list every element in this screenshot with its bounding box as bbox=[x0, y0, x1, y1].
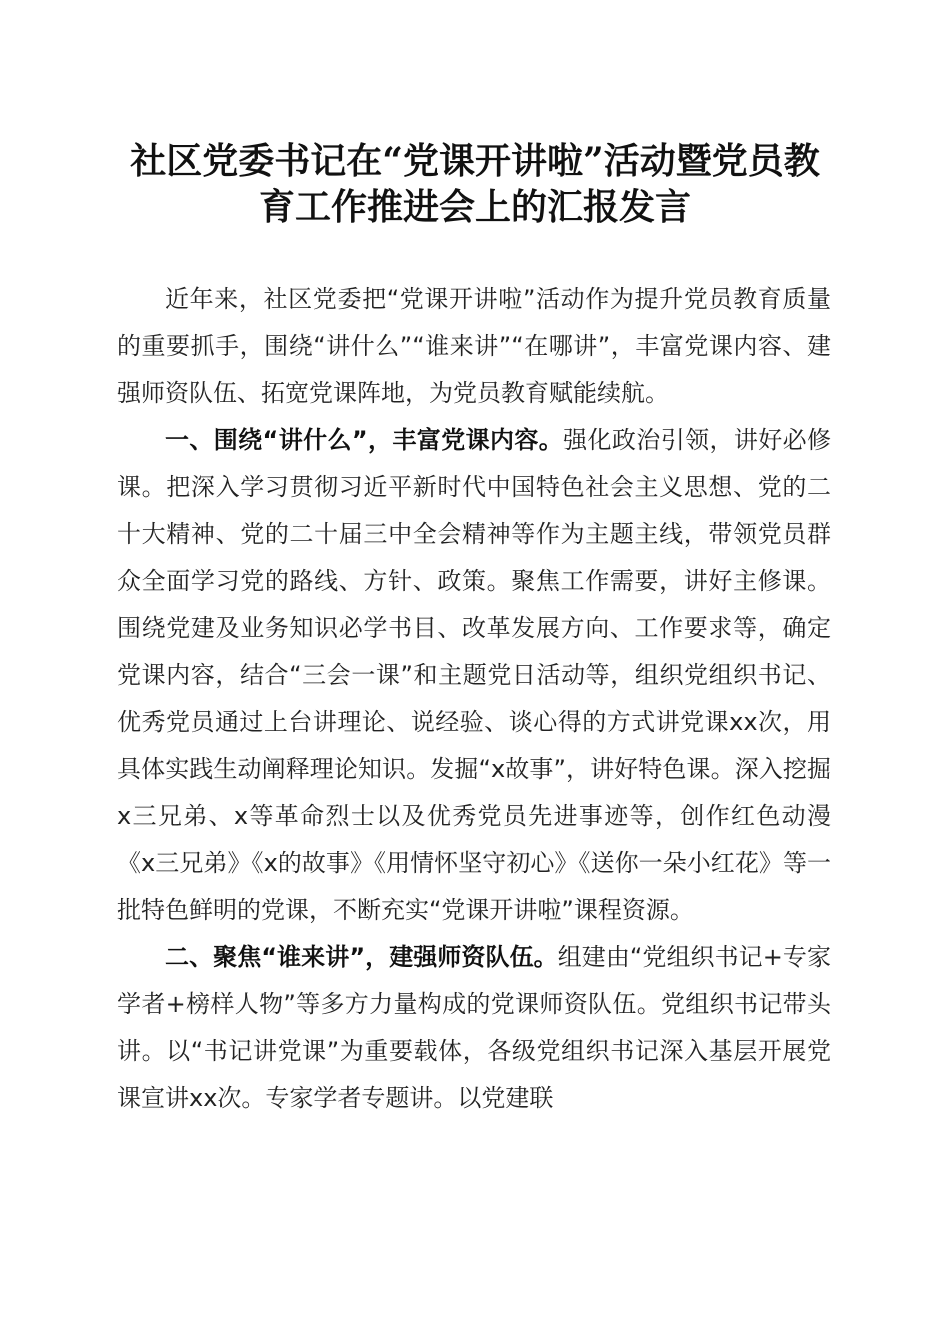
document-title bbox=[100, 138, 850, 230]
section-text-1: 强化政治引领，讲好必修课。把深入学习贯彻习近平新时代中国特色社会主义思想、党的二十大精神、党的二十届三中全会精神等作为主题主线，带领党员群众全面学习党的路线、方针、政策。聚焦工作需要，讲好主修课。围绕党建及业务知识必学书目、改革发展方向、工作要求等，确定党课内容，结合“三会一课”和主题党日活动等，组织党组织书记、优秀党员通过上台讲理论、说经验、谈心得的方式讲党课xx次，用具体实践生动阐释理论知识。发掘“x故事”，讲好特色课。深入挖掘x三兄弟、x等革命烈士以及优秀党员先进事迹等，创作红色动漫《x三兄弟》《x的故事》《用情怀坚守初心》《送你一朵小红花》等一批特色鲜明的党课，不断充实“党课开讲啦”课程资源。 bbox=[117, 426, 832, 924]
title-line-2: 育工作推进会上的汇报发言 bbox=[258, 186, 691, 228]
section-paragraph-1 bbox=[117, 417, 831, 934]
intro-paragraph: 近年来，社区党委把“党课开讲啦”活动作为提升党员教育质量的重要抓手，围绕“讲什么”“谁来讲”“在哪讲”，丰富党课内容、建强师资队伍、拓宽党课阵地，为党员教育赋能续航。 bbox=[117, 285, 831, 407]
section-text-2: 组建由“党组织书记+专家学者+榜样人物”等多方力量构成的党课师资队伍。党组织书记带头讲。以“书记讲党课”为重要载体，各级党组织书记深入基层开展党课宣讲xx次。专家学者专题讲。以党建联 bbox=[117, 943, 831, 1112]
section-paragraph-2 bbox=[117, 934, 831, 1122]
section-heading-2: 二、聚焦“谁来讲”，建强师资队伍。 bbox=[165, 943, 558, 971]
title-line-1: 社区党委书记在“党课开讲啦”活动暨党员教 bbox=[130, 140, 820, 182]
section-heading-1: 一、围绕“讲什么”，丰富党课内容。 bbox=[165, 426, 564, 454]
document-body bbox=[117, 276, 831, 1122]
